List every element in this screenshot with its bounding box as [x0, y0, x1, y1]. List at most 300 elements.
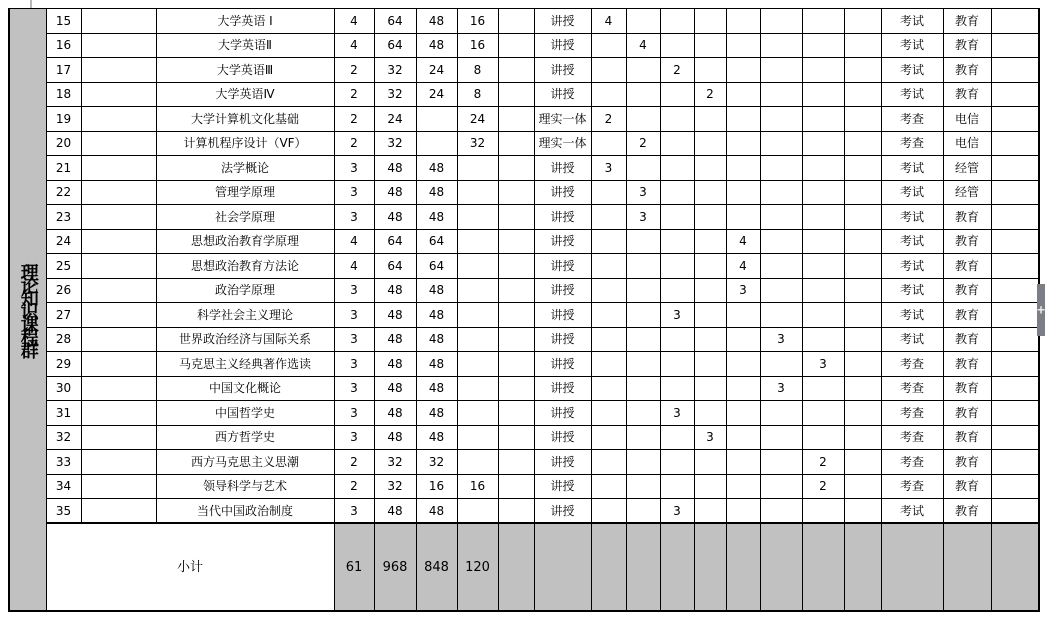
semester-3-cell[interactable] — [660, 205, 694, 230]
lecture-hours-cell[interactable]: 24 — [416, 82, 457, 107]
gap-cell[interactable] — [498, 278, 534, 303]
semester-8-cell[interactable] — [844, 278, 881, 303]
gap-cell[interactable] — [498, 205, 534, 230]
exam-type-cell[interactable]: 考试 — [881, 180, 943, 205]
semester-8-cell[interactable] — [844, 303, 881, 328]
gap-cell[interactable] — [498, 229, 534, 254]
semester-8-cell[interactable] — [844, 450, 881, 475]
course-code-cell[interactable] — [81, 156, 156, 181]
credits-cell[interactable]: 3 — [334, 205, 374, 230]
note-cell[interactable] — [991, 205, 1039, 230]
practice-hours-cell[interactable] — [457, 499, 498, 524]
gap-cell[interactable] — [498, 33, 534, 58]
semester-5-cell[interactable] — [726, 58, 760, 83]
note-cell[interactable] — [991, 33, 1039, 58]
lecture-hours-cell[interactable]: 48 — [416, 376, 457, 401]
credits-cell[interactable]: 3 — [334, 327, 374, 352]
semester-8-cell[interactable] — [844, 474, 881, 499]
course-code-cell[interactable] — [81, 58, 156, 83]
lecture-hours-cell[interactable]: 48 — [416, 33, 457, 58]
semester-6-cell[interactable] — [760, 9, 802, 34]
teaching-method-cell[interactable]: 讲授 — [534, 401, 591, 426]
semester-8-cell[interactable] — [844, 9, 881, 34]
semester-1-cell[interactable] — [591, 425, 626, 450]
semester-2-cell[interactable] — [626, 425, 660, 450]
row-number-cell[interactable]: 33 — [46, 450, 81, 475]
teaching-method-cell[interactable]: 讲授 — [534, 425, 591, 450]
course-name-cell[interactable]: 大学英语 Ⅰ — [156, 9, 334, 34]
practice-hours-cell[interactable] — [457, 401, 498, 426]
practice-hours-cell[interactable]: 8 — [457, 58, 498, 83]
credits-cell[interactable]: 3 — [334, 180, 374, 205]
unit-cell[interactable]: 教育 — [943, 254, 991, 279]
course-code-cell[interactable] — [81, 180, 156, 205]
semester-5-cell[interactable] — [726, 180, 760, 205]
credits-cell[interactable]: 2 — [334, 450, 374, 475]
semester-7-cell[interactable] — [802, 82, 844, 107]
row-number-cell[interactable]: 22 — [46, 180, 81, 205]
semester-6-cell[interactable] — [760, 303, 802, 328]
unit-cell[interactable]: 教育 — [943, 303, 991, 328]
semester-8-cell[interactable] — [844, 58, 881, 83]
teaching-method-cell[interactable]: 讲授 — [534, 303, 591, 328]
semester-7-cell[interactable] — [802, 303, 844, 328]
unit-cell[interactable]: 电信 — [943, 131, 991, 156]
semester-4-cell[interactable] — [694, 58, 726, 83]
subtotal-method-cell[interactable] — [534, 523, 591, 611]
semester-8-cell[interactable] — [844, 352, 881, 377]
semester-8-cell[interactable] — [844, 254, 881, 279]
semester-5-cell[interactable] — [726, 205, 760, 230]
course-code-cell[interactable] — [81, 82, 156, 107]
course-code-cell[interactable] — [81, 499, 156, 524]
exam-type-cell[interactable]: 考查 — [881, 474, 943, 499]
semester-2-cell[interactable] — [626, 82, 660, 107]
teaching-method-cell[interactable]: 讲授 — [534, 450, 591, 475]
unit-cell[interactable]: 教育 — [943, 401, 991, 426]
teaching-method-cell[interactable]: 讲授 — [534, 156, 591, 181]
course-code-cell[interactable] — [81, 474, 156, 499]
semester-3-cell[interactable] — [660, 327, 694, 352]
practice-hours-cell[interactable]: 8 — [457, 82, 498, 107]
semester-7-cell[interactable] — [802, 180, 844, 205]
note-cell[interactable] — [991, 180, 1039, 205]
semester-7-cell[interactable] — [802, 9, 844, 34]
semester-6-cell[interactable] — [760, 107, 802, 132]
semester-5-cell[interactable]: 4 — [726, 254, 760, 279]
credits-cell[interactable]: 4 — [334, 254, 374, 279]
subtotal-semester-3-cell[interactable] — [660, 523, 694, 611]
note-cell[interactable] — [991, 156, 1039, 181]
semester-7-cell[interactable] — [802, 58, 844, 83]
practice-hours-cell[interactable] — [457, 327, 498, 352]
semester-1-cell[interactable] — [591, 58, 626, 83]
semester-4-cell[interactable] — [694, 474, 726, 499]
semester-5-cell[interactable] — [726, 156, 760, 181]
unit-cell[interactable]: 教育 — [943, 9, 991, 34]
course-code-cell[interactable] — [81, 131, 156, 156]
semester-6-cell[interactable] — [760, 254, 802, 279]
subtotal-lecture-hours-cell[interactable]: 848 — [416, 523, 457, 611]
semester-2-cell[interactable] — [626, 107, 660, 132]
credits-cell[interactable]: 2 — [334, 107, 374, 132]
credits-cell[interactable]: 2 — [334, 82, 374, 107]
semester-8-cell[interactable] — [844, 180, 881, 205]
semester-4-cell[interactable] — [694, 303, 726, 328]
semester-1-cell[interactable] — [591, 180, 626, 205]
teaching-method-cell[interactable]: 讲授 — [534, 33, 591, 58]
semester-4-cell[interactable] — [694, 156, 726, 181]
semester-4-cell[interactable] — [694, 401, 726, 426]
course-name-cell[interactable]: 当代中国政治制度 — [156, 499, 334, 524]
exam-type-cell[interactable]: 考试 — [881, 9, 943, 34]
lecture-hours-cell[interactable]: 48 — [416, 156, 457, 181]
row-number-cell[interactable]: 18 — [46, 82, 81, 107]
semester-5-cell[interactable] — [726, 131, 760, 156]
subtotal-gap-cell[interactable] — [498, 523, 534, 611]
semester-7-cell[interactable] — [802, 33, 844, 58]
semester-1-cell[interactable]: 2 — [591, 107, 626, 132]
teaching-method-cell[interactable]: 讲授 — [534, 278, 591, 303]
credits-cell[interactable]: 3 — [334, 303, 374, 328]
semester-5-cell[interactable] — [726, 376, 760, 401]
gap-cell[interactable] — [498, 352, 534, 377]
note-cell[interactable] — [991, 303, 1039, 328]
row-number-cell[interactable]: 19 — [46, 107, 81, 132]
semester-5-cell[interactable] — [726, 303, 760, 328]
note-cell[interactable] — [991, 9, 1039, 34]
course-name-cell[interactable]: 管理学原理 — [156, 180, 334, 205]
semester-7-cell[interactable]: 3 — [802, 352, 844, 377]
practice-hours-cell[interactable]: 16 — [457, 33, 498, 58]
semester-3-cell[interactable] — [660, 278, 694, 303]
practice-hours-cell[interactable] — [457, 450, 498, 475]
practice-hours-cell[interactable]: 16 — [457, 474, 498, 499]
lecture-hours-cell[interactable]: 48 — [416, 352, 457, 377]
course-name-cell[interactable]: 政治学原理 — [156, 278, 334, 303]
semester-2-cell[interactable] — [626, 58, 660, 83]
course-code-cell[interactable] — [81, 9, 156, 34]
practice-hours-cell[interactable]: 32 — [457, 131, 498, 156]
course-name-cell[interactable]: 思想政治教育学原理 — [156, 229, 334, 254]
unit-cell[interactable]: 经管 — [943, 180, 991, 205]
note-cell[interactable] — [991, 425, 1039, 450]
gap-cell[interactable] — [498, 58, 534, 83]
semester-6-cell[interactable]: 3 — [760, 376, 802, 401]
note-cell[interactable] — [991, 278, 1039, 303]
row-number-cell[interactable]: 32 — [46, 425, 81, 450]
lecture-hours-cell[interactable]: 48 — [416, 303, 457, 328]
gap-cell[interactable] — [498, 131, 534, 156]
semester-3-cell[interactable] — [660, 425, 694, 450]
semester-7-cell[interactable] — [802, 327, 844, 352]
semester-8-cell[interactable] — [844, 33, 881, 58]
course-code-cell[interactable] — [81, 425, 156, 450]
subtotal-credits-cell[interactable]: 61 — [334, 523, 374, 611]
credits-cell[interactable]: 3 — [334, 278, 374, 303]
semester-8-cell[interactable] — [844, 229, 881, 254]
course-name-cell[interactable]: 中国文化概论 — [156, 376, 334, 401]
semester-1-cell[interactable] — [591, 205, 626, 230]
exam-type-cell[interactable]: 考查 — [881, 450, 943, 475]
semester-7-cell[interactable]: 2 — [802, 474, 844, 499]
semester-2-cell[interactable] — [626, 352, 660, 377]
total-hours-cell[interactable]: 48 — [374, 352, 416, 377]
semester-1-cell[interactable] — [591, 278, 626, 303]
total-hours-cell[interactable]: 32 — [374, 82, 416, 107]
row-number-cell[interactable]: 31 — [46, 401, 81, 426]
course-code-cell[interactable] — [81, 303, 156, 328]
semester-8-cell[interactable] — [844, 107, 881, 132]
semester-5-cell[interactable] — [726, 9, 760, 34]
teaching-method-cell[interactable]: 讲授 — [534, 474, 591, 499]
course-code-cell[interactable] — [81, 327, 156, 352]
credits-cell[interactable]: 3 — [334, 499, 374, 524]
semester-1-cell[interactable] — [591, 376, 626, 401]
semester-4-cell[interactable]: 3 — [694, 425, 726, 450]
semester-7-cell[interactable] — [802, 229, 844, 254]
unit-cell[interactable]: 教育 — [943, 33, 991, 58]
semester-4-cell[interactable] — [694, 499, 726, 524]
semester-7-cell[interactable] — [802, 499, 844, 524]
exam-type-cell[interactable]: 考查 — [881, 401, 943, 426]
semester-7-cell[interactable] — [802, 425, 844, 450]
semester-1-cell[interactable] — [591, 327, 626, 352]
unit-cell[interactable]: 教育 — [943, 205, 991, 230]
semester-4-cell[interactable] — [694, 376, 726, 401]
note-cell[interactable] — [991, 327, 1039, 352]
course-code-cell[interactable] — [81, 401, 156, 426]
credits-cell[interactable]: 2 — [334, 131, 374, 156]
semester-1-cell[interactable] — [591, 82, 626, 107]
credits-cell[interactable]: 3 — [334, 425, 374, 450]
total-hours-cell[interactable]: 24 — [374, 107, 416, 132]
lecture-hours-cell[interactable] — [416, 131, 457, 156]
row-number-cell[interactable]: 21 — [46, 156, 81, 181]
lecture-hours-cell[interactable]: 48 — [416, 327, 457, 352]
subtotal-semester-6-cell[interactable] — [760, 523, 802, 611]
exam-type-cell[interactable]: 考试 — [881, 327, 943, 352]
semester-5-cell[interactable] — [726, 33, 760, 58]
semester-1-cell[interactable] — [591, 303, 626, 328]
credits-cell[interactable]: 3 — [334, 156, 374, 181]
unit-cell[interactable]: 教育 — [943, 425, 991, 450]
teaching-method-cell[interactable]: 讲授 — [534, 352, 591, 377]
unit-cell[interactable]: 教育 — [943, 450, 991, 475]
exam-type-cell[interactable]: 考试 — [881, 82, 943, 107]
unit-cell[interactable]: 电信 — [943, 107, 991, 132]
total-hours-cell[interactable]: 48 — [374, 278, 416, 303]
row-number-cell[interactable]: 24 — [46, 229, 81, 254]
subtotal-unit-cell[interactable] — [943, 523, 991, 611]
semester-5-cell[interactable] — [726, 82, 760, 107]
credits-cell[interactable]: 3 — [334, 376, 374, 401]
semester-3-cell[interactable] — [660, 82, 694, 107]
course-code-cell[interactable] — [81, 376, 156, 401]
semester-5-cell[interactable] — [726, 474, 760, 499]
row-number-cell[interactable]: 17 — [46, 58, 81, 83]
scroll-handle[interactable] — [1037, 284, 1045, 336]
row-number-cell[interactable]: 28 — [46, 327, 81, 352]
total-hours-cell[interactable]: 32 — [374, 450, 416, 475]
semester-6-cell[interactable] — [760, 450, 802, 475]
semester-8-cell[interactable] — [844, 499, 881, 524]
course-name-cell[interactable]: 世界政治经济与国际关系 — [156, 327, 334, 352]
subtotal-total-hours-cell[interactable]: 968 — [374, 523, 416, 611]
semester-3-cell[interactable] — [660, 376, 694, 401]
semester-1-cell[interactable] — [591, 254, 626, 279]
subtotal-semester-1-cell[interactable] — [591, 523, 626, 611]
lecture-hours-cell[interactable]: 64 — [416, 254, 457, 279]
total-hours-cell[interactable]: 64 — [374, 9, 416, 34]
exam-type-cell[interactable]: 考查 — [881, 107, 943, 132]
unit-cell[interactable]: 教育 — [943, 352, 991, 377]
semester-5-cell[interactable]: 4 — [726, 229, 760, 254]
unit-cell[interactable]: 教育 — [943, 474, 991, 499]
total-hours-cell[interactable]: 48 — [374, 425, 416, 450]
exam-type-cell[interactable]: 考查 — [881, 425, 943, 450]
semester-1-cell[interactable] — [591, 401, 626, 426]
course-name-cell[interactable]: 西方哲学史 — [156, 425, 334, 450]
semester-4-cell[interactable] — [694, 107, 726, 132]
subtotal-label-cell[interactable]: 小计 — [46, 523, 334, 611]
note-cell[interactable] — [991, 107, 1039, 132]
subtotal-semester-8-cell[interactable] — [844, 523, 881, 611]
semester-2-cell[interactable] — [626, 156, 660, 181]
teaching-method-cell[interactable]: 理实一体 — [534, 131, 591, 156]
note-cell[interactable] — [991, 450, 1039, 475]
semester-8-cell[interactable] — [844, 401, 881, 426]
semester-3-cell[interactable] — [660, 131, 694, 156]
semester-2-cell[interactable] — [626, 450, 660, 475]
semester-7-cell[interactable] — [802, 156, 844, 181]
lecture-hours-cell[interactable]: 48 — [416, 205, 457, 230]
total-hours-cell[interactable]: 32 — [374, 474, 416, 499]
note-cell[interactable] — [991, 499, 1039, 524]
semester-8-cell[interactable] — [844, 131, 881, 156]
row-number-cell[interactable]: 35 — [46, 499, 81, 524]
semester-6-cell[interactable] — [760, 499, 802, 524]
gap-cell[interactable] — [498, 303, 534, 328]
semester-8-cell[interactable] — [844, 376, 881, 401]
semester-1-cell[interactable]: 4 — [591, 9, 626, 34]
semester-6-cell[interactable] — [760, 205, 802, 230]
semester-4-cell[interactable] — [694, 131, 726, 156]
teaching-method-cell[interactable]: 讲授 — [534, 254, 591, 279]
credits-cell[interactable]: 4 — [334, 33, 374, 58]
semester-6-cell[interactable] — [760, 425, 802, 450]
semester-1-cell[interactable] — [591, 352, 626, 377]
semester-1-cell[interactable] — [591, 474, 626, 499]
semester-5-cell[interactable] — [726, 499, 760, 524]
gap-cell[interactable] — [498, 156, 534, 181]
semester-8-cell[interactable] — [844, 82, 881, 107]
semester-4-cell[interactable] — [694, 450, 726, 475]
semester-3-cell[interactable] — [660, 180, 694, 205]
semester-3-cell[interactable]: 3 — [660, 401, 694, 426]
teaching-method-cell[interactable]: 讲授 — [534, 229, 591, 254]
total-hours-cell[interactable]: 64 — [374, 33, 416, 58]
teaching-method-cell[interactable]: 讲授 — [534, 376, 591, 401]
semester-2-cell[interactable] — [626, 9, 660, 34]
gap-cell[interactable] — [498, 474, 534, 499]
subtotal-practice-hours-cell[interactable]: 120 — [457, 523, 498, 611]
course-code-cell[interactable] — [81, 254, 156, 279]
semester-6-cell[interactable] — [760, 180, 802, 205]
row-number-cell[interactable]: 20 — [46, 131, 81, 156]
course-code-cell[interactable] — [81, 229, 156, 254]
semester-2-cell[interactable]: 3 — [626, 180, 660, 205]
total-hours-cell[interactable]: 64 — [374, 229, 416, 254]
semester-6-cell[interactable] — [760, 474, 802, 499]
course-name-cell[interactable]: 思想政治教育方法论 — [156, 254, 334, 279]
unit-cell[interactable]: 教育 — [943, 82, 991, 107]
semester-2-cell[interactable] — [626, 499, 660, 524]
total-hours-cell[interactable]: 64 — [374, 254, 416, 279]
gap-cell[interactable] — [498, 254, 534, 279]
semester-6-cell[interactable] — [760, 33, 802, 58]
semester-4-cell[interactable] — [694, 254, 726, 279]
course-name-cell[interactable]: 大学英语Ⅱ — [156, 33, 334, 58]
semester-3-cell[interactable] — [660, 450, 694, 475]
semester-5-cell[interactable] — [726, 352, 760, 377]
semester-2-cell[interactable]: 4 — [626, 33, 660, 58]
unit-cell[interactable]: 教育 — [943, 278, 991, 303]
exam-type-cell[interactable]: 考试 — [881, 205, 943, 230]
semester-6-cell[interactable] — [760, 229, 802, 254]
semester-4-cell[interactable] — [694, 33, 726, 58]
semester-5-cell[interactable] — [726, 401, 760, 426]
subtotal-semester-4-cell[interactable] — [694, 523, 726, 611]
gap-cell[interactable] — [498, 401, 534, 426]
total-hours-cell[interactable]: 48 — [374, 205, 416, 230]
gap-cell[interactable] — [498, 180, 534, 205]
teaching-method-cell[interactable]: 讲授 — [534, 180, 591, 205]
practice-hours-cell[interactable] — [457, 425, 498, 450]
gap-cell[interactable] — [498, 376, 534, 401]
semester-8-cell[interactable] — [844, 156, 881, 181]
teaching-method-cell[interactable]: 理实一体 — [534, 107, 591, 132]
row-number-cell[interactable]: 27 — [46, 303, 81, 328]
total-hours-cell[interactable]: 48 — [374, 499, 416, 524]
gap-cell[interactable] — [498, 327, 534, 352]
practice-hours-cell[interactable] — [457, 156, 498, 181]
semester-1-cell[interactable] — [591, 499, 626, 524]
exam-type-cell[interactable]: 考查 — [881, 131, 943, 156]
unit-cell[interactable]: 教育 — [943, 376, 991, 401]
semester-4-cell[interactable] — [694, 180, 726, 205]
course-name-cell[interactable]: 中国哲学史 — [156, 401, 334, 426]
lecture-hours-cell[interactable] — [416, 107, 457, 132]
semester-3-cell[interactable] — [660, 229, 694, 254]
semester-6-cell[interactable] — [760, 352, 802, 377]
note-cell[interactable] — [991, 82, 1039, 107]
note-cell[interactable] — [991, 401, 1039, 426]
semester-7-cell[interactable] — [802, 376, 844, 401]
row-number-cell[interactable]: 23 — [46, 205, 81, 230]
lecture-hours-cell[interactable]: 48 — [416, 401, 457, 426]
total-hours-cell[interactable]: 32 — [374, 131, 416, 156]
semester-3-cell[interactable]: 3 — [660, 303, 694, 328]
semester-3-cell[interactable]: 2 — [660, 58, 694, 83]
semester-1-cell[interactable] — [591, 33, 626, 58]
semester-7-cell[interactable] — [802, 278, 844, 303]
unit-cell[interactable]: 教育 — [943, 499, 991, 524]
practice-hours-cell[interactable] — [457, 180, 498, 205]
note-cell[interactable] — [991, 474, 1039, 499]
total-hours-cell[interactable]: 48 — [374, 327, 416, 352]
semester-5-cell[interactable]: 3 — [726, 278, 760, 303]
